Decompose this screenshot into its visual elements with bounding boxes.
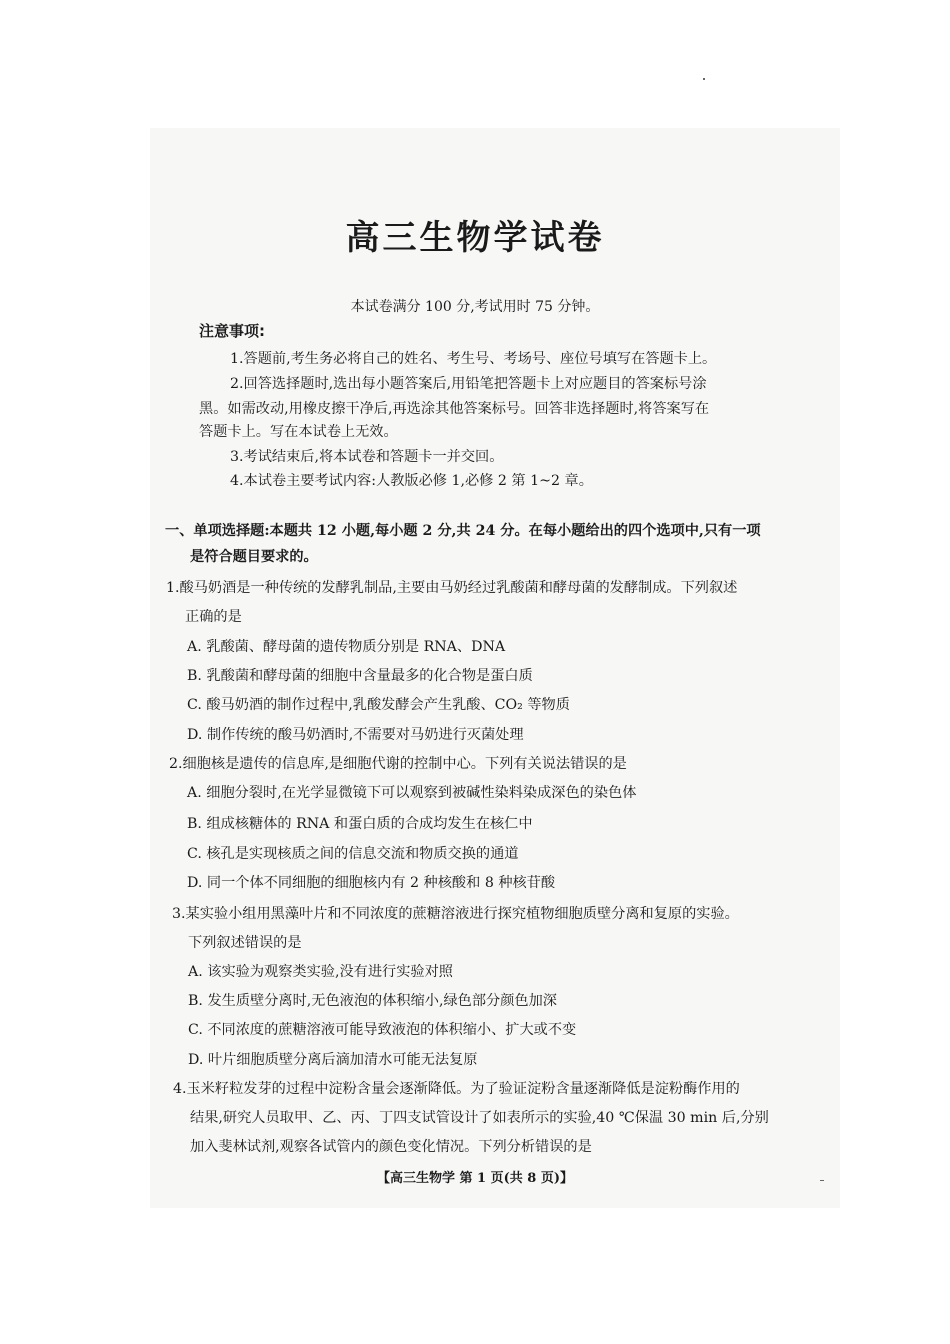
question-2-option-d: D. 同一个体不同细胞的细胞核内有 2 种核酸和 8 种核苷酸 [187,875,556,891]
page-title: 高三生物学试卷 [345,218,605,258]
question-3-option-b: B. 发生质壁分离时,无色液泡的体积缩小,绿色部分颜色加深 [188,993,557,1009]
question-1-stem: 1.酸马奶酒是一种传统的发酵乳制品,主要由马奶经过乳酸菌和酵母菌的发酵制成。下列叙述 [166,580,738,596]
notice-line: 黑。如需改动,用橡皮擦干净后,再选涂其他答案标号。回答非选择题时,将答案写在 [199,401,710,417]
scan-speck [703,78,705,80]
question-1-option-d: D. 制作传统的酸马奶酒时,不需要对马奶进行灭菌处理 [187,727,524,743]
section-heading-cont: 是符合题目要求的。 [190,549,318,565]
question-2-stem: 2.细胞核是遗传的信息库,是细胞代谢的控制中心。下列有关说法错误的是 [169,756,627,772]
exam-info: 本试卷满分 100 分,考试用时 75 分钟。 [350,299,600,315]
question-4-stem-cont: 结果,研究人员取甲、乙、丙、丁四支试管设计了如表所示的实验,40 ℃保温 30 min 后,分别 [190,1110,769,1126]
question-3-option-a: A. 该实验为观察类实验,没有进行实验对照 [188,964,453,980]
page-footer: 【高三生物学 第 1 页(共 8 页)】 [376,1171,574,1186]
question-1-option-a: A. 乳酸菌、酵母菌的遗传物质分别是 RNA、DNA [187,639,506,655]
question-2-option-a: A. 细胞分裂时,在光学显微镜下可以观察到被碱性染料染成深色的染色体 [187,785,637,801]
question-4-stem: 4.玉米籽粒发芽的过程中淀粉含量会逐渐降低。为了验证淀粉含量逐渐降低是淀粉酶作用的 [173,1081,740,1097]
notice-line: 1.答题前,考生务必将自己的姓名、考生号、考场号、座位号填写在答题卡上。 [230,351,717,367]
question-1-option-c: C. 酸马奶酒的制作过程中,乳酸发酵会产生乳酸、CO₂ 等物质 [187,697,570,713]
notice-line: 答题卡上。写在本试卷上无效。 [199,424,398,440]
question-2-option-b: B. 组成核糖体的 RNA 和蛋白质的合成均发生在核仁中 [187,816,533,832]
question-4-stem-cont: 加入斐林试剂,观察各试管内的颜色变化情况。下列分析错误的是 [190,1139,592,1155]
question-3-stem: 3.某实验小组用黑藻叶片和不同浓度的蔗糖溶液进行探究植物细胞质壁分离和复原的实验。 [172,906,739,922]
notice-line: 4.本试卷主要考试内容:人教版必修 1,必修 2 第 1~2 章。 [230,473,593,489]
question-2-option-c: C. 核孔是实现核质之间的信息交流和物质交换的通道 [187,846,519,862]
notice-line: 2.回答选择题时,选出每小题答案后,用铅笔把答题卡上对应题目的答案标号涂 [230,376,707,392]
question-3-stem-cont: 下列叙述错误的是 [188,935,302,951]
question-1-option-b: B. 乳酸菌和酵母菌的细胞中含量最多的化合物是蛋白质 [187,668,533,684]
notice-line: 3.考试结束后,将本试卷和答题卡一并交回。 [230,449,504,465]
question-3-option-c: C. 不同浓度的蔗糖溶液可能导致液泡的体积缩小、扩大或不变 [188,1022,577,1038]
section-heading: 一、单项选择题:本题共 12 小题,每小题 2 分,共 24 分。在每小题给出的四个选项中,只有一项 [165,523,761,539]
question-3-option-d: D. 叶片细胞质壁分离后滴加清水可能无法复原 [188,1052,478,1068]
notice-heading: 注意事项: [199,322,265,340]
question-1-stem-cont: 正确的是 [185,609,242,625]
scan-speck [820,1180,824,1181]
